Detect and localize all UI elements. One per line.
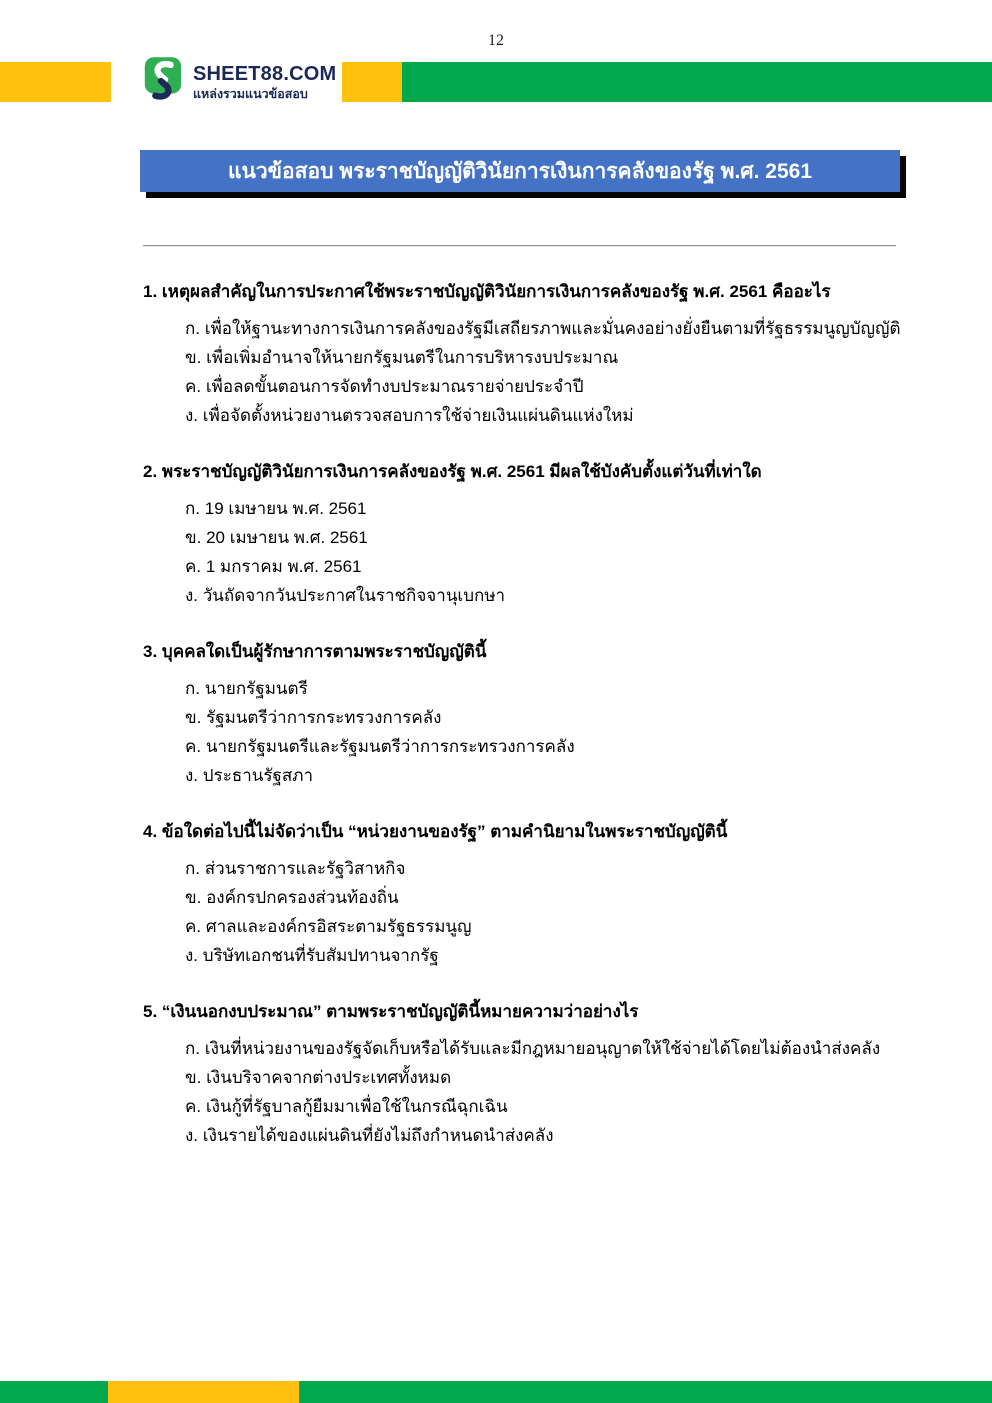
option-label: ข.	[185, 1068, 202, 1087]
question-number: 2.	[143, 462, 158, 481]
option-row	[185, 854, 963, 883]
option-text: นายกรัฐมนตรี	[204, 679, 308, 698]
option-row	[185, 552, 963, 581]
header-bar-yellow-left	[0, 62, 111, 102]
brand-tagline: แหล่งรวมแนวข้อสอบ	[193, 87, 308, 102]
option-row	[185, 732, 963, 761]
option-text: รัฐมนตรีว่าการกระทรวงการคลัง	[206, 708, 442, 727]
title-banner	[140, 150, 900, 192]
question-heading	[143, 460, 963, 484]
header-bar-yellow-mid	[337, 62, 402, 102]
option-label: ง.	[185, 406, 199, 425]
option-label: ก.	[185, 319, 201, 338]
option-label: ค.	[185, 737, 202, 756]
option-label: ข.	[185, 528, 202, 547]
question-text: เหตุผลสำคัญในการประกาศใช้พระราชบัญญัติวินัยการเงินการคลังของรัฐ พ.ศ. 2561 คืออะไร	[161, 282, 831, 301]
footer-bar-green-right	[299, 1381, 992, 1403]
questions-section	[143, 280, 963, 1150]
option-row	[185, 1092, 963, 1121]
option-label: ข.	[185, 708, 202, 727]
option-text: ส่วนราชการและรัฐวิสาหกิจ	[204, 859, 406, 878]
option-label: ง.	[185, 946, 199, 965]
option-row	[185, 1034, 963, 1063]
option-row	[185, 674, 963, 703]
options-list	[185, 1034, 963, 1150]
option-row	[185, 1063, 963, 1092]
option-text: องค์กรปกครองส่วนท้องถิ่น	[206, 888, 399, 907]
option-label: ง.	[185, 1126, 199, 1145]
option-label: ก.	[185, 679, 201, 698]
question-number: 3.	[143, 642, 158, 661]
question-text: บุคคลใดเป็นผู้รักษาการตามพระราชบัญญัตินี้	[161, 642, 487, 661]
option-row	[185, 941, 963, 970]
option-text: 19 เมษายน พ.ศ. 2561	[204, 499, 367, 518]
question-heading	[143, 640, 963, 664]
option-text: ประธานรัฐสภา	[202, 766, 313, 785]
page-number: 12	[488, 32, 504, 49]
question-heading	[143, 820, 963, 844]
question-number: 5.	[143, 1002, 158, 1021]
options-list	[185, 314, 963, 430]
option-text: เงินที่หน่วยงานของรัฐจัดเก็บหรือได้รับและมีกฎหมายอนุญาตให้ใช้จ่ายได้โดยไม่ต้องนำส่งคลัง	[204, 1039, 881, 1058]
question-heading	[143, 280, 963, 304]
option-text: 1 มกราคม พ.ศ. 2561	[205, 557, 362, 576]
option-row	[185, 523, 963, 552]
option-text: ศาลและองค์กรอิสระตามรัฐธรรมนูญ	[205, 917, 472, 936]
option-label: ค.	[185, 1097, 202, 1116]
question-text: พระราชบัญญัติวินัยการเงินการคลังของรัฐ พ.ศ. 2561 มีผลใช้บังคับตั้งแต่วันที่เท่าใด	[161, 462, 762, 481]
option-text: เพื่อจัดตั้งหน่วยงานตรวจสอบการใช้จ่ายเงินแผ่นดินแห่งใหม่	[202, 406, 634, 425]
option-label: ข.	[185, 888, 202, 907]
option-label: ง.	[185, 766, 199, 785]
option-row	[185, 1121, 963, 1150]
option-row	[185, 703, 963, 732]
option-row	[185, 581, 963, 610]
option-text: เพื่อเพิ่มอำนาจให้นายกรัฐมนตรีในการบริหารงบประมาณ	[206, 348, 619, 367]
footer-bar-yellow	[108, 1381, 299, 1403]
option-label: ก.	[185, 859, 201, 878]
option-row	[185, 761, 963, 790]
option-text: วันถัดจากวันประกาศในราชกิจจานุเบกษา	[202, 586, 506, 605]
option-text: 20 เมษายน พ.ศ. 2561	[206, 528, 368, 547]
question-text: ข้อใดต่อไปนี้ไม่จัดว่าเป็น “หน่วยงานของรัฐ” ตามคำนิยามในพระราชบัญญัตินี้	[161, 822, 728, 841]
footer-bar-green-left	[0, 1381, 108, 1403]
options-list	[185, 494, 963, 610]
option-row	[185, 494, 963, 523]
option-text: เงินกู้ที่รัฐบาลกู้ยืมมาเพื่อใช้ในกรณีฉุกเฉิน	[205, 1097, 508, 1116]
options-list	[185, 854, 963, 970]
question-number: 1.	[143, 282, 158, 301]
option-row	[185, 343, 963, 372]
horizontal-divider	[143, 245, 896, 247]
options-list	[185, 674, 963, 790]
option-text: นายกรัฐมนตรีและรัฐมนตรีว่าการกระทรวงการคลัง	[205, 737, 575, 756]
question-heading	[143, 1000, 963, 1024]
option-row	[185, 314, 963, 343]
option-label: ค.	[185, 377, 202, 396]
document-title: แนวข้อสอบ พระราชบัญญัติวินัยการเงินการคลังของรัฐ พ.ศ. 2561	[227, 159, 813, 183]
question-number: 4.	[143, 822, 158, 841]
brand-name: SHEET88.COM	[193, 63, 337, 86]
option-label: ง.	[185, 586, 199, 605]
option-label: ก.	[185, 499, 201, 518]
option-text: เงินบริจาคจากต่างประเทศทั้งหมด	[206, 1068, 452, 1087]
option-row	[185, 912, 963, 941]
option-row	[185, 883, 963, 912]
option-text: เพื่อลดขั้นตอนการจัดทำงบประมาณรายจ่ายประจำปี	[205, 377, 584, 396]
option-row	[185, 372, 963, 401]
option-row	[185, 401, 963, 430]
option-text: เงินรายได้ของแผ่นดินที่ยังไม่ถึงกำหนดนำส่งคลัง	[202, 1126, 554, 1145]
option-label: ข.	[185, 348, 202, 367]
option-text: เพื่อให้ฐานะทางการเงินการคลังของรัฐมีเสถียรภาพและมั่นคงอย่างยั่งยืนตามที่รัฐธรรมนูญบัญญัติ	[204, 319, 901, 338]
option-label: ค.	[185, 917, 202, 936]
header-bar-green-right	[402, 62, 992, 102]
option-text: บริษัทเอกชนที่รับสัมปทานจากรัฐ	[202, 946, 439, 965]
question-text: “เงินนอกงบประมาณ” ตามพระราชบัญญัตินี้หมายความว่าอย่างไร	[161, 1002, 639, 1021]
sheet88-logo-icon	[142, 56, 184, 111]
option-label: ก.	[185, 1039, 201, 1058]
option-label: ค.	[185, 557, 202, 576]
brand-logo	[136, 56, 342, 110]
